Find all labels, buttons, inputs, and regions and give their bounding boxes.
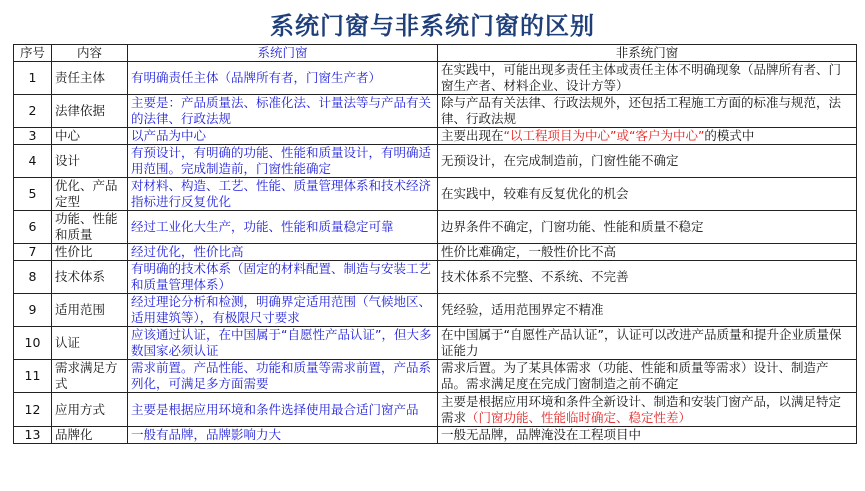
row-non-system: 在实践中，较难有反复优化的机会	[438, 178, 857, 211]
row-non-system	[438, 128, 857, 145]
row-non-system: 需求后置。为了某具体需求（功能、性能和质量等需求）设计、制造产品。需求满足度在完成门窗制造之前不确定	[438, 360, 857, 393]
table-row	[14, 211, 857, 244]
row-non-system: 一般无品牌，品牌淹没在工程项目中	[438, 427, 857, 444]
row-non-system: 除与产品有关法律、行政法规外，还包括工程施工方面的标准与规范，法律、行政法规	[438, 95, 857, 128]
page-title: 系统门窗与非系统门窗的区别	[270, 11, 595, 40]
row-num: 2	[14, 95, 52, 128]
row-num: 13	[14, 427, 52, 444]
row-num: 8	[14, 261, 52, 294]
row-non-system: 无预设计，在完成制造前，门窗性能不确定	[438, 145, 857, 178]
table-row	[14, 294, 857, 327]
header-non-system-window: 非系统门窗	[438, 45, 857, 62]
row-num: 4	[14, 145, 52, 178]
row-topic: 适用范围	[52, 294, 128, 327]
row-system: 经过优化，性价比高	[128, 244, 438, 261]
table-row	[14, 327, 857, 360]
header-system-window: 系统门窗	[128, 45, 438, 62]
row-system: 有明确责任主体（品牌所有者，门窗生产者）	[128, 62, 438, 95]
row-non-system: 在实践中，可能出现多责任主体或责任主体不明确现象（品牌所有者、门窗生产者、材料企业、设计方等）	[438, 62, 857, 95]
row-non-system	[438, 393, 857, 427]
row-num: 12	[14, 393, 52, 427]
row-system: 主要是根据应用环境和条件选择使用最合适门窗产品	[128, 393, 438, 427]
row-num: 6	[14, 211, 52, 244]
row-num: 5	[14, 178, 52, 211]
row-non-system: 凭经验，适用范围界定不精准	[438, 294, 857, 327]
row-topic: 功能、性能和质量	[52, 211, 128, 244]
row-system: 经过工业化大生产，功能、性能和质量稳定可靠	[128, 211, 438, 244]
row-system: 有明确的技术体系（固定的材料配置、制造与安装工艺和质量管理体系）	[128, 261, 438, 294]
row-num: 1	[14, 62, 52, 95]
table-row	[14, 128, 857, 145]
row-num: 3	[14, 128, 52, 145]
header-num: 序号	[14, 45, 52, 62]
comparison-table	[13, 44, 857, 444]
row-topic: 需求满足方式	[52, 360, 128, 393]
table-row	[14, 393, 857, 427]
row-num: 7	[14, 244, 52, 261]
row-system: 一般有品牌，品牌影响力大	[128, 427, 438, 444]
row-topic: 品牌化	[52, 427, 128, 444]
row-non-system: 技术体系不完整、不系统、不完善	[438, 261, 857, 294]
row-system: 主要是：产品质量法、标准化法、计量法等与产品有关的法律、行政法规	[128, 95, 438, 128]
table-row	[14, 261, 857, 294]
row-topic: 技术体系	[52, 261, 128, 294]
row-system: 需求前置。产品性能、功能和质量等需求前置，产品系列化，可满足多方面需要	[128, 360, 438, 393]
row-system: 经过理论分析和检测，明确界定适用范围（气候地区、适用建筑等），有极限尺寸要求	[128, 294, 438, 327]
table-row	[14, 62, 857, 95]
row-num: 9	[14, 294, 52, 327]
row-topic: 性价比	[52, 244, 128, 261]
table-row	[14, 244, 857, 261]
text-part: 主要是根据应用环境和条件全新设计、制造和安装门窗产品，以满足特定需求	[441, 393, 842, 425]
row-num: 10	[14, 327, 52, 360]
text-part: 主要出现在	[441, 128, 504, 143]
row-system: 有预设计，有明确的功能、性能和质量设计，有明确适用范围。完成制造前，门窗性能确定	[128, 145, 438, 178]
row-non-system: 性价比难确定，一般性价比不高	[438, 244, 857, 261]
highlight-text: （门窗功能、性能临时确定、稳定性差）	[466, 409, 692, 425]
table-row	[14, 427, 857, 444]
highlight-text: “以工程项目为中心”或“客户为中心”	[503, 128, 705, 143]
row-system: 以产品为中心	[128, 128, 438, 145]
row-topic: 认证	[52, 327, 128, 360]
row-topic: 中心	[52, 128, 128, 145]
text-part: 的模式中	[704, 128, 755, 143]
table-row	[14, 360, 857, 393]
row-topic: 法律依据	[52, 95, 128, 128]
table-row	[14, 145, 857, 178]
table-header-row	[14, 45, 857, 62]
row-non-system: 在中国属于“自愿性产品认证”，认证可以改进产品质量和提升企业质量保证能力	[438, 327, 857, 360]
row-topic: 责任主体	[52, 62, 128, 95]
row-system: 应该通过认证，在中国属于“自愿性产品认证”，但大多数国家必须认证	[128, 327, 438, 360]
row-topic: 应用方式	[52, 393, 128, 427]
row-topic: 优化、产品定型	[52, 178, 128, 211]
table-row	[14, 178, 857, 211]
row-non-system: 边界条件不确定，门窗功能、性能和质量不稳定	[438, 211, 857, 244]
table-row	[14, 95, 857, 128]
row-num: 11	[14, 360, 52, 393]
row-system: 对材料、构造、工艺、性能、质量管理体系和技术经济指标进行反复优化	[128, 178, 438, 211]
row-topic: 设计	[52, 145, 128, 178]
header-topic: 内容	[52, 45, 128, 62]
